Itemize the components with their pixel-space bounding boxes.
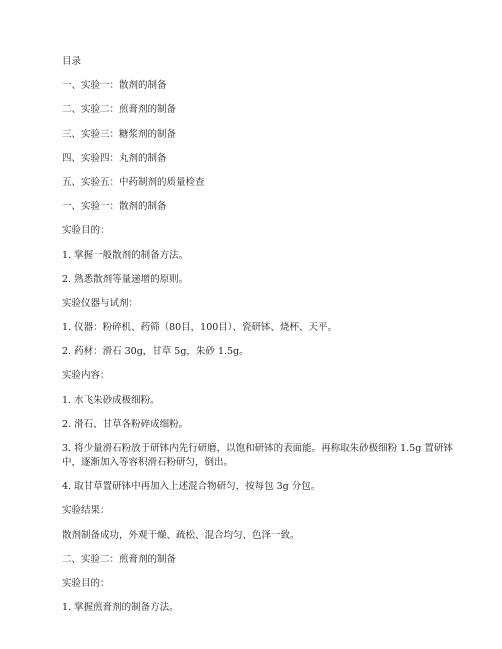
purpose-item-2: 2. 熟悉散剂等量递增的原则。 bbox=[62, 273, 189, 285]
content-item-2: 2. 滑石、甘草各粉碎成细粉。 bbox=[62, 418, 189, 430]
subheading-instruments: 实验仪器与试剂： bbox=[62, 297, 139, 309]
instruments-item-2: 2. 药材：滑石 30g，甘草 5g，朱砂 1.5g。 bbox=[62, 346, 249, 358]
toc-item-1: 一、实验一：散剂的制备 bbox=[62, 80, 167, 92]
content-item-1: 1. 水飞朱砂成极细粉。 bbox=[62, 394, 160, 406]
section-heading-1: 一、实验一：散剂的制备 bbox=[62, 201, 167, 213]
toc-heading: 目录 bbox=[62, 56, 82, 67]
purpose-2-item-1: 1. 掌握煎膏剂的制备方法。 bbox=[62, 602, 179, 614]
content-item-3: 3. 将少量滑石粉放于研钵内先行研磨，以饱和研钵的表面能。再称取朱砂极细粉 1.5g 置研钵中，逐渐加入等容积滑石粉研匀，倒出。 bbox=[62, 443, 453, 468]
document-body bbox=[62, 55, 462, 614]
content-item-4: 4. 取甘草置研钵中再加入上述混合物研匀，按每包 3g 分包。 bbox=[62, 481, 321, 493]
instruments-item-1: 1. 仪器：粉碎机、药筛（80目，100目）、瓷研钵、烧杯、天平。 bbox=[62, 322, 338, 334]
purpose-item-1: 1. 掌握一般散剂的制备方法。 bbox=[62, 249, 189, 261]
results-text: 散剂制备成功，外观干燥、疏松、混合均匀、色泽一致。 bbox=[62, 529, 300, 541]
toc-item-5: 五、实验五：中药制剂的质量检查 bbox=[62, 176, 205, 188]
subheading-content: 实验内容： bbox=[62, 370, 110, 382]
subheading-results: 实验结果： bbox=[62, 505, 110, 517]
subheading-purpose-2: 实验目的： bbox=[62, 577, 110, 589]
toc-item-4: 四、实验四：丸剂的制备 bbox=[62, 152, 167, 164]
toc-item-2: 二、实验二：煎膏剂的制备 bbox=[62, 104, 177, 116]
subheading-purpose: 实验目的： bbox=[62, 225, 110, 237]
section-heading-2: 二、实验二：煎膏剂的制备 bbox=[62, 553, 177, 565]
toc-item-3: 三、实验三：糖浆剂的制备 bbox=[62, 128, 177, 140]
